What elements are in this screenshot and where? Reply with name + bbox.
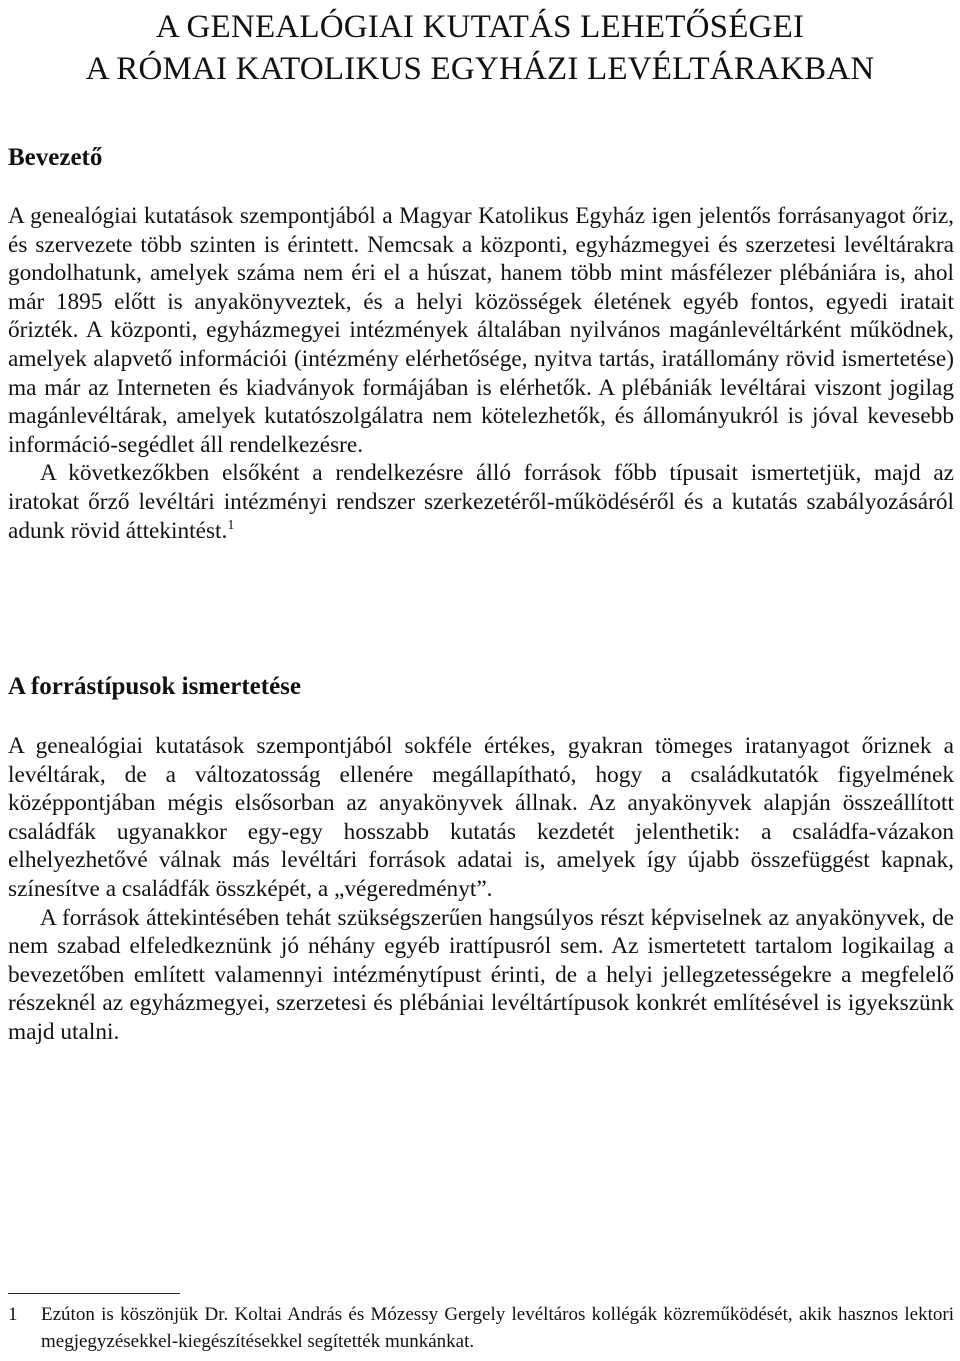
- footnote-divider: [8, 1293, 180, 1294]
- footnote: [8, 1301, 954, 1355]
- footnote-number: 1: [8, 1304, 18, 1325]
- sources-paragraph-2: A források áttekintésében tehát szükségszerűen hangsúlyos részt képviselnek az anyakönyvek, de nem szabad elfeledkeznünk jó néhány egyéb irattípusról sem. Az ismertetett tartalom logikailag a bevezetőben említett valamennyi intézménytípust érinti, de a helyi jellegzetességekre a megfelelő részeknél az egyházmegyei, szerzetesi és plébániai levéltártípusok konkrét említésével is igyekszünk majd utalni.: [8, 904, 954, 1045]
- sources-section-body: [8, 732, 954, 1047]
- section-heading-intro: Bevezető: [8, 144, 103, 171]
- section-heading-sources: A forrástípusok ismertetése: [8, 673, 301, 700]
- footnote-reference[interactable]: 1: [227, 517, 235, 533]
- intro-section-body: [8, 202, 954, 545]
- page-title: [0, 6, 960, 90]
- footnote-text: Ezúton is köszönjük Dr. Koltai András és Mózessy Gergely levéltáros kollégák közreműködését, akik hasznos lektori megjegyzésekkel-kiegészítésekkel segítették munkánkat.: [41, 1304, 954, 1352]
- title-line-1: A GENEALÓGIAI KUTATÁS LEHETŐSÉGEI: [155, 9, 805, 45]
- intro-paragraph-2: [8, 459, 954, 545]
- sources-paragraph-1: A genealógiai kutatások szempontjából sokféle értékes, gyakran tömeges iratanyagot őriznek a levéltárak, de a változatosság ellenére megállapítható, hogy a családkutatók figyelmének középpontjában mégis elsősorban az anyakönyvek állnak. Az anyakönyvek alapján összeállított családfák ugyanakkor egy-egy hosszabb kutatás kezdetét jelenthetik: a családfa-vázakon elhelyezhetővé válnak más levéltári források adatai is, amelyek így újabb összefüggést kapnak, színesítve a családfák összképét, a „végeredményt”.: [8, 733, 954, 902]
- intro-paragraph-2-text: A következőkben elsőként a rendelkezésre álló források főbb típusait ismertetjük, majd az iratokat őrző levéltári intézményi rendszer szerkezetéről-működéséről és a kutatás szabályozásáról adunk rövid áttekintést.: [8, 460, 954, 544]
- intro-paragraph-1: A genealógiai kutatások szempontjából a Magyar Katolikus Egyház igen jelentős forrásanyagot őriz, és szervezete több szinten is érintett. Nemcsak a központi, egyházmegyei és szerzetesi levéltárakra gondolhatunk, amelyek száma nem éri el a húszat, hanem több mint másfélezer plébániára is, ahol már 1895 előtt is anyakönyveztek, és a helyi közösségek életének egyéb fontos, egyedi iratait őrizték. A központi, egyházmegyei intézmények általában nyilvános magánlevéltárként működnek, amelyek alapvető információi (intézmény elérhetősége, nyitva tartás, iratállomány rövid ismertetése) ma már az Interneten és kiadványok formájában is elérhetők. A plébániák levéltárai viszont jogilag magánlevéltárak, amelyek kutatószolgálatra nem kötelezhetők, és állományukról is jóval kevesebb információ-segédlet áll rendelkezésre.: [8, 203, 954, 458]
- title-line-2: A RÓMAI KATOLIKUS EGYHÁZI LEVÉLTÁRAKBAN: [85, 51, 875, 87]
